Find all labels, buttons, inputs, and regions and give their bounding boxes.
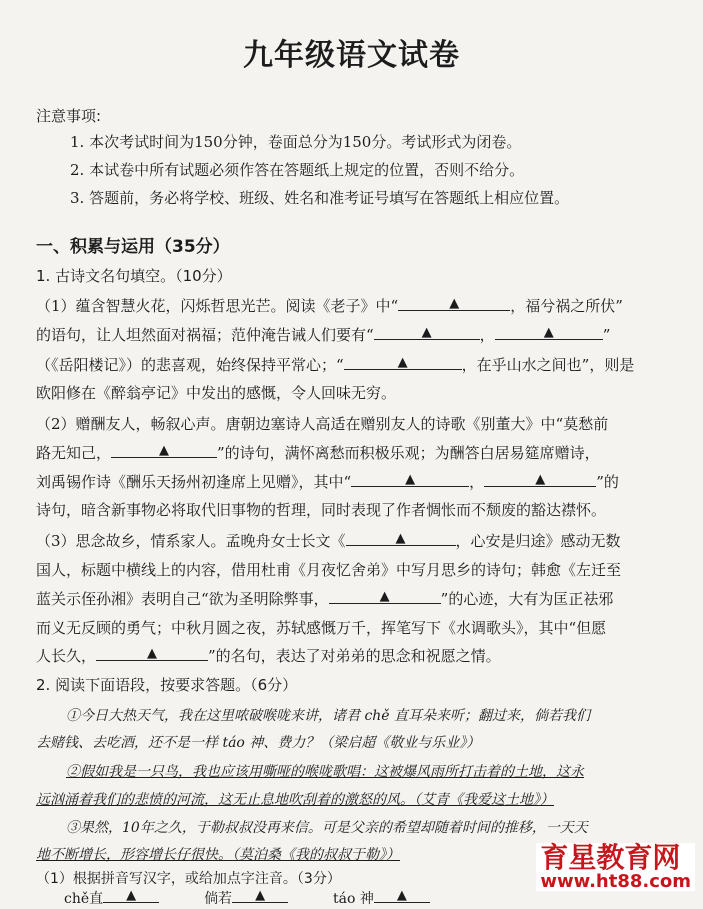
answer-blank[interactable]: ▲ xyxy=(374,325,480,340)
answer-blank[interactable]: ▲ xyxy=(351,472,469,487)
q1-line: 刘禹锡作诗《酬乐天扬州初逢席上见赠》，其中“ ▲ ， ▲ ”的 xyxy=(36,472,619,491)
q1-line: 国人，标题中横线上的内容，借用杜甫《月夜忆舍弟》中写月思乡的诗句；韩愈《左迁至 xyxy=(36,561,622,579)
page-title: 九年级语文试卷 xyxy=(243,38,460,73)
passage-3: 地不断增长，形容增长仔很快。（莫泊桑《我的叔叔于勒》） xyxy=(36,847,400,863)
answer-blank[interactable]: ▲ xyxy=(346,531,456,546)
passage-3: ③果然，10年之久，于勒叔叔没再来信。可是父亲的希望却随着时间的推移，一天天 xyxy=(66,820,588,836)
site-watermark xyxy=(536,843,695,891)
passage-1: 去赌钱、去吃酒，还不是一样 táo 神、费力？（梁启超《敬业与乐业》） xyxy=(36,735,481,751)
q1-line: 欧阳修在《醉翁亭记》中发出的感慨，令人回味无穷。 xyxy=(36,384,397,402)
sub-question-1: （1）根据拼音写汉字，或给加点字注音。（3分） xyxy=(36,871,341,887)
answer-blank[interactable]: ▲ xyxy=(374,888,430,903)
question-1-stem: 1. 古诗文名句填空。（10分） xyxy=(36,267,232,285)
watermark-name: 育星教育网 xyxy=(540,841,681,874)
notice-heading: 注意事项: xyxy=(36,107,102,125)
q1-line: 人长久， ▲ ”的名句，表达了对弟弟的思念和祝愿之情。 xyxy=(36,646,501,665)
answer-blank[interactable]: ▲ xyxy=(398,296,510,311)
answer-blank[interactable]: ▲ xyxy=(232,888,288,903)
answer-blank[interactable]: ▲ xyxy=(484,472,596,487)
q1-line: （3）思念故乡，情系家人。孟晚舟女士长文《 ▲ ，心安是归途》感动无数 xyxy=(36,531,621,550)
passage-1: ①今日大热天气，我在这里哝破喉咙来讲，诸君 chě 直耳朵来听；翻过来，倘若我们 xyxy=(66,708,591,724)
answer-blank[interactable]: ▲ xyxy=(329,589,441,604)
fill-row: chě直 ▲ 倘若 ▲ táo 神 ▲ xyxy=(64,888,689,909)
q1-line: 的语句，让人坦然面对祸福；范仲淹告诫人们要有“ ▲ ， ▲ ” xyxy=(36,325,611,344)
question-2-stem: 2. 阅读下面语段，按要求答题。（6分） xyxy=(36,676,298,694)
section-heading: 一、积累与运用（35分） xyxy=(36,237,230,257)
q1-line: （2）赠酬友人，畅叙心声。唐朝边塞诗人高适在赠别友人的诗歌《别董大》中“莫愁前 xyxy=(36,415,609,433)
q1-line: （1）蕴含智慧火花，闪烁哲思光芒。阅读《老子》中“ ▲ ，福兮祸之所伏” xyxy=(36,296,623,315)
notice-item-1: 1. 本次考试时间为150分钟，卷面总分为150分。考试形式为闭卷。 xyxy=(70,133,522,151)
answer-blank[interactable]: ▲ xyxy=(495,325,603,340)
q1-line: 蓝关示侄孙湘》表明自己“欲为圣明除弊事， ▲ ”的心迹，大有为匡正祛邪 xyxy=(36,589,614,608)
answer-blank[interactable]: ▲ xyxy=(111,443,217,458)
q1-line: （《岳阳楼记》）的悲喜观，始终保持平常心；“ ▲ ，在乎山水之间也”，则是 xyxy=(36,355,635,374)
watermark-url: www.ht88.com xyxy=(540,871,691,892)
passage-2: ②假如我是一只鸟，我也应该用嘶哑的喉咙歌唱：这被爆风雨所打击着的土地，这永 xyxy=(66,764,584,780)
answer-blank[interactable]: ▲ xyxy=(103,888,159,903)
answer-blank[interactable]: ▲ xyxy=(344,355,462,370)
notice-item-3: 3. 答题前，务必将学校、班级、姓名和准考证号填写在答题纸上相应位置。 xyxy=(70,189,570,207)
q1-line: 路无知己， ▲ ”的诗句，满怀离愁而积极乐观；为酬答白居易筵席赠诗， xyxy=(36,443,600,462)
notice-item-2: 2. 本试卷中所有试题必须作答在答题纸上规定的位置，否则不给分。 xyxy=(70,161,525,179)
q1-line: 而义无反顾的勇气；中秋月圆之夜，苏轼感慨万千，挥笔写下《水调歌头》，其中“但愿 xyxy=(36,619,607,637)
answer-blank[interactable]: ▲ xyxy=(96,646,208,661)
q1-line: 诗句，暗含新事物必将取代旧事物的哲理，同时表现了作者惆怅而不颓废的豁达襟怀。 xyxy=(36,501,607,519)
passage-2: 远汹涌着我们的悲愤的河流，这无止息地吹刮着的激怒的风。（艾青《我爱这土地》） xyxy=(36,792,554,808)
